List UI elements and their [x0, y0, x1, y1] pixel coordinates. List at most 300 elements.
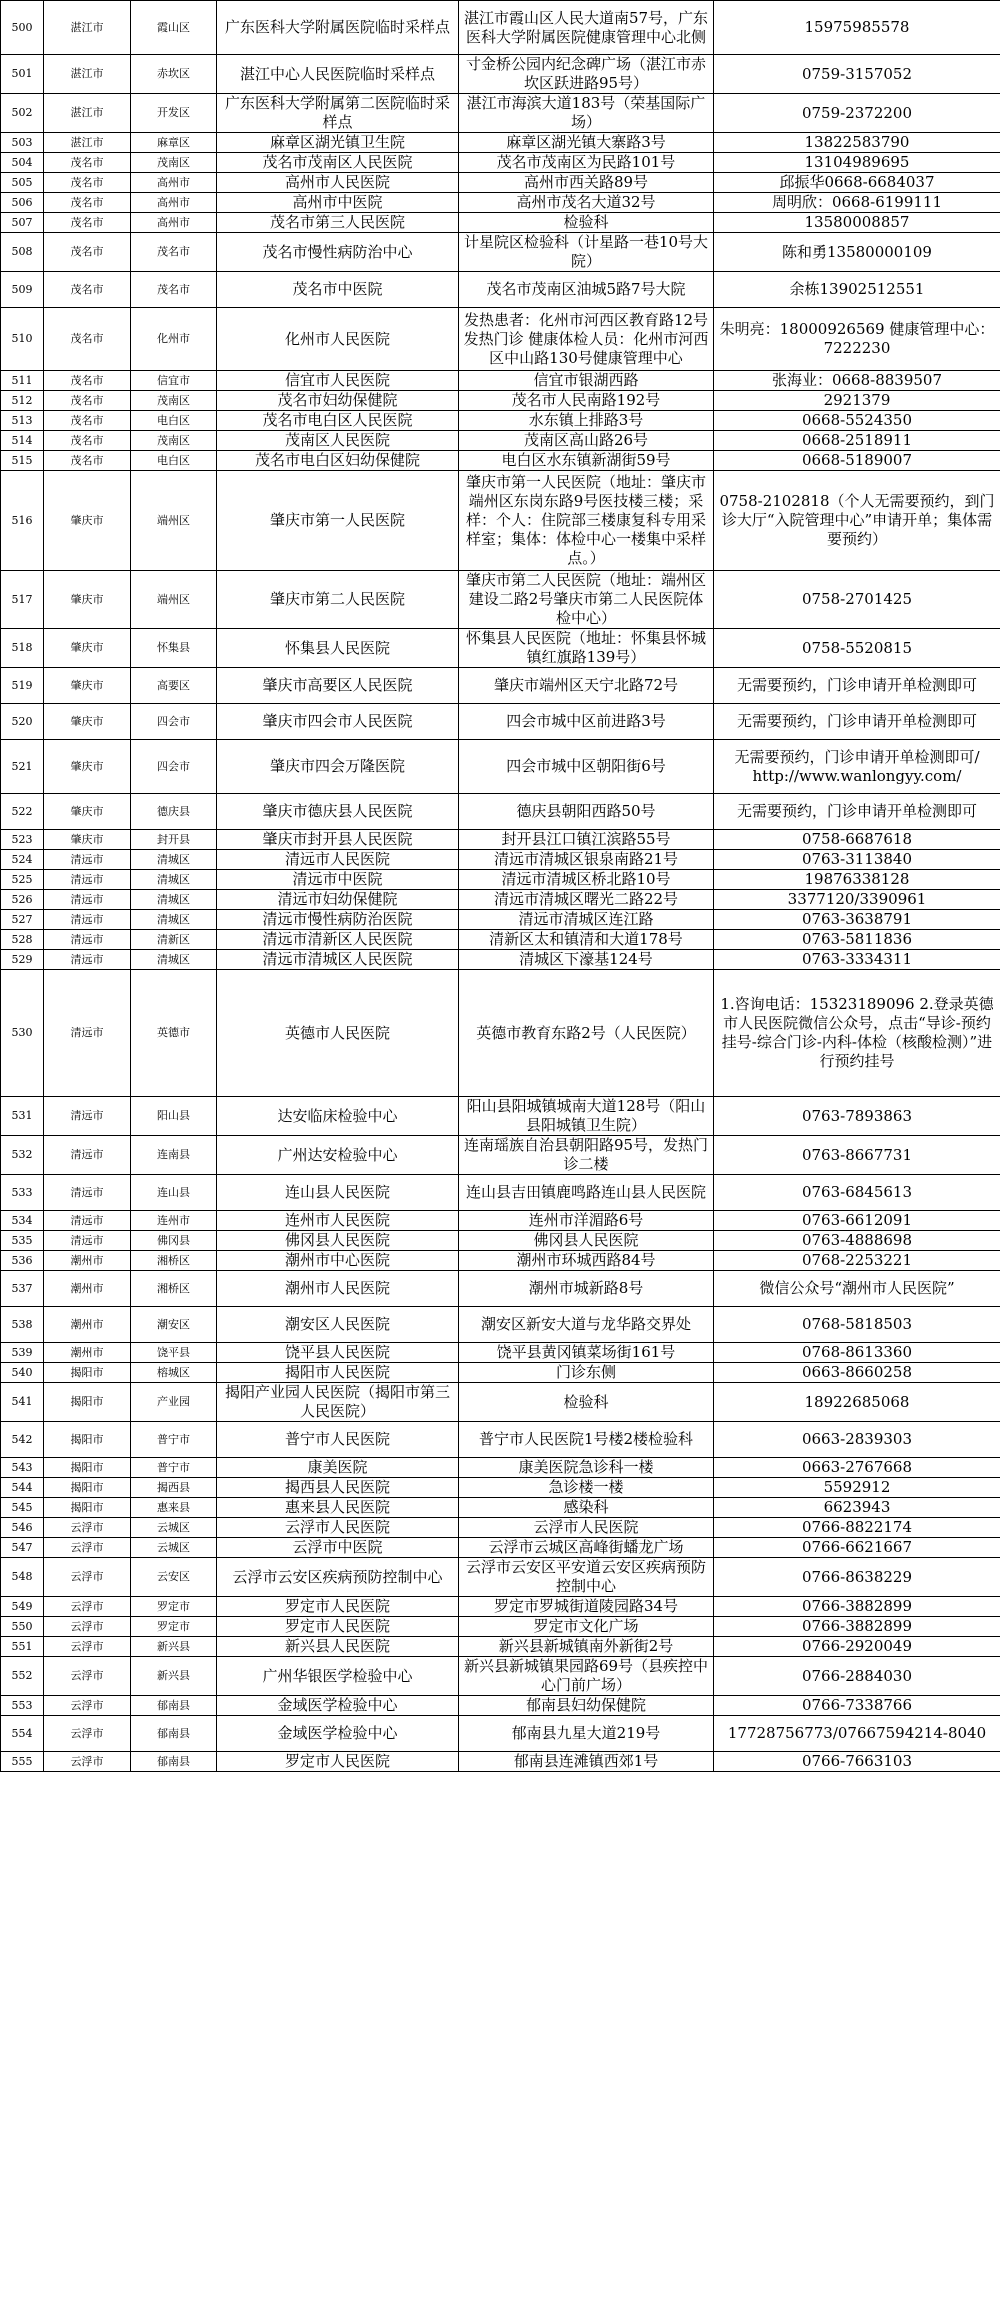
- table-row: [1, 870, 1000, 890]
- table-row: [1, 571, 1000, 629]
- cell-city: 揭阳市: [44, 1498, 131, 1518]
- cell-district: 郁南县: [131, 1696, 217, 1716]
- cell-number: 543: [1, 1458, 44, 1478]
- cell-district: 清城区: [131, 950, 217, 970]
- cell-district: 新兴县: [131, 1657, 217, 1696]
- cell-institution: 肇庆市四会万隆医院: [217, 740, 459, 794]
- cell-number: 550: [1, 1617, 44, 1637]
- cell-institution: 康美医院: [217, 1458, 459, 1478]
- table-row: [1, 133, 1000, 153]
- table-row: [1, 830, 1000, 850]
- cell-address: 连州市洋湄路6号: [459, 1211, 714, 1231]
- cell-district: 茂名市: [131, 233, 217, 272]
- cell-city: 潮州市: [44, 1271, 131, 1307]
- cell-address: 计星院区检验科（计星路一巷10号大院）: [459, 233, 714, 272]
- table-row: [1, 451, 1000, 471]
- cell-institution: 化州市人民医院: [217, 308, 459, 371]
- cell-number: 504: [1, 153, 44, 173]
- cell-number: 536: [1, 1251, 44, 1271]
- cell-number: 544: [1, 1478, 44, 1498]
- cell-number: 510: [1, 308, 44, 371]
- cell-institution: 肇庆市封开县人民医院: [217, 830, 459, 850]
- cell-district: 茂南区: [131, 431, 217, 451]
- cell-address: 连南瑶族自治县朝阳路95号，发热门诊二楼: [459, 1136, 714, 1175]
- cell-contact: 13104989695: [714, 153, 1000, 173]
- cell-address: 肇庆市第一人民医院（地址：肇庆市端州区东岗东路9号医技楼三楼；采样：个人：住院部三楼康复科专用采样室；集体：体检中心一楼集中采样点。）: [459, 471, 714, 571]
- cell-district: 四会市: [131, 704, 217, 740]
- cell-contact: 0766-8638229: [714, 1558, 1000, 1597]
- cell-institution: 肇庆市高要区人民医院: [217, 668, 459, 704]
- cell-number: 548: [1, 1558, 44, 1597]
- cell-district: 普宁市: [131, 1422, 217, 1458]
- cell-district: 云城区: [131, 1538, 217, 1558]
- cell-district: 罗定市: [131, 1597, 217, 1617]
- cell-number: 523: [1, 830, 44, 850]
- table-row: [1, 1307, 1000, 1343]
- cell-city: 清远市: [44, 970, 131, 1097]
- cell-contact: 0768-5818503: [714, 1307, 1000, 1343]
- cell-contact: 0759-2372200: [714, 94, 1000, 133]
- cell-number: 521: [1, 740, 44, 794]
- cell-contact: 0759-3157052: [714, 55, 1000, 94]
- cell-city: 肇庆市: [44, 629, 131, 668]
- cell-city: 云浮市: [44, 1558, 131, 1597]
- cell-contact: 3377120/3390961: [714, 890, 1000, 910]
- cell-address: 罗定市文化广场: [459, 1617, 714, 1637]
- cell-institution: 广州达安检验中心: [217, 1136, 459, 1175]
- cell-city: 清远市: [44, 1211, 131, 1231]
- cell-address: 潮州市环城西路84号: [459, 1251, 714, 1271]
- cell-city: 茂名市: [44, 391, 131, 411]
- table-row: [1, 1617, 1000, 1637]
- cell-number: 532: [1, 1136, 44, 1175]
- cell-address: 康美医院急诊科一楼: [459, 1458, 714, 1478]
- cell-address: 郁南县连滩镇西郊1号: [459, 1752, 714, 1772]
- cell-city: 肇庆市: [44, 830, 131, 850]
- table-row: [1, 213, 1000, 233]
- table-row: [1, 1175, 1000, 1211]
- cell-number: 549: [1, 1597, 44, 1617]
- cell-city: 肇庆市: [44, 571, 131, 629]
- cell-city: 云浮市: [44, 1518, 131, 1538]
- table-row: [1, 704, 1000, 740]
- table-row: [1, 1383, 1000, 1422]
- cell-address: 肇庆市端州区天宁北路72号: [459, 668, 714, 704]
- cell-contact: 余栋13902512551: [714, 272, 1000, 308]
- cell-number: 539: [1, 1343, 44, 1363]
- cell-number: 529: [1, 950, 44, 970]
- table-row: [1, 970, 1000, 1097]
- cell-contact: 1.咨询电话：15323189096 2.登录英德市人民医院微信公众号，点击“导诊-预约挂号-综合门诊-内科-体检（核酸检测）”进行预约挂号: [714, 970, 1000, 1097]
- cell-address: 郁南县妇幼保健院: [459, 1696, 714, 1716]
- cell-contact: 无需要预约，门诊申请开单检测即可: [714, 668, 1000, 704]
- cell-contact: 邱振华0668-6684037: [714, 173, 1000, 193]
- cell-contact: 13822583790: [714, 133, 1000, 153]
- cell-city: 云浮市: [44, 1637, 131, 1657]
- cell-city: 茂名市: [44, 371, 131, 391]
- cell-city: 云浮市: [44, 1538, 131, 1558]
- cell-address: 检验科: [459, 1383, 714, 1422]
- cell-number: 506: [1, 193, 44, 213]
- cell-city: 清远市: [44, 950, 131, 970]
- cell-contact: 张海业：0668-8839507: [714, 371, 1000, 391]
- cell-district: 连南县: [131, 1136, 217, 1175]
- cell-institution: 肇庆市四会市人民医院: [217, 704, 459, 740]
- table-row: [1, 1538, 1000, 1558]
- cell-address: 肇庆市第二人民医院（地址：端州区建设二路2号肇庆市第二人民医院体检中心）: [459, 571, 714, 629]
- cell-contact: 0668-2518911: [714, 431, 1000, 451]
- cell-contact: 19876338128: [714, 870, 1000, 890]
- cell-institution: 茂南区人民医院: [217, 431, 459, 451]
- cell-contact: 0763-6612091: [714, 1211, 1000, 1231]
- cell-institution: 云浮市中医院: [217, 1538, 459, 1558]
- cell-contact: 0768-2253221: [714, 1251, 1000, 1271]
- cell-institution: 罗定市人民医院: [217, 1617, 459, 1637]
- cell-institution: 茂名市电白区妇幼保健院: [217, 451, 459, 471]
- cell-district: 清新区: [131, 930, 217, 950]
- cell-contact: 0758-2701425: [714, 571, 1000, 629]
- cell-institution: 茂名市妇幼保健院: [217, 391, 459, 411]
- cell-address: 门诊东侧: [459, 1363, 714, 1383]
- cell-city: 云浮市: [44, 1617, 131, 1637]
- cell-district: 怀集县: [131, 629, 217, 668]
- cell-address: 茂名市茂南区为民路101号: [459, 153, 714, 173]
- cell-district: 阳山县: [131, 1097, 217, 1136]
- cell-number: 530: [1, 970, 44, 1097]
- table-row: [1, 173, 1000, 193]
- cell-district: 高州市: [131, 173, 217, 193]
- cell-district: 高州市: [131, 213, 217, 233]
- cell-address: 阳山县阳城镇城南大道128号（阳山县阳城镇卫生院）: [459, 1097, 714, 1136]
- cell-contact: 13580008857: [714, 213, 1000, 233]
- cell-contact: 0758-2102818（个人无需要预约，到门诊大厅“入院管理中心”申请开单；集体需要预约）: [714, 471, 1000, 571]
- cell-address: 云浮市云城区高峰街蟠龙广场: [459, 1538, 714, 1558]
- cell-city: 肇庆市: [44, 740, 131, 794]
- cell-district: 潮安区: [131, 1307, 217, 1343]
- cell-address: 潮州市城新路8号: [459, 1271, 714, 1307]
- table-row: [1, 1478, 1000, 1498]
- cell-institution: 茂名市茂南区人民医院: [217, 153, 459, 173]
- cell-institution: 潮州市人民医院: [217, 1271, 459, 1307]
- cell-address: 发热患者：化州市河西区教育路12号发热门诊 健康体检人员：化州市河西区中山路130号健康管理中心: [459, 308, 714, 371]
- cell-contact: 2921379: [714, 391, 1000, 411]
- cell-city: 云浮市: [44, 1696, 131, 1716]
- cell-address: 湛江市海滨大道183号（荣基国际广场）: [459, 94, 714, 133]
- table-row: [1, 1097, 1000, 1136]
- cell-institution: 广东医科大学附属第二医院临时采样点: [217, 94, 459, 133]
- cell-address: 茂名市人民南路192号: [459, 391, 714, 411]
- cell-city: 清远市: [44, 910, 131, 930]
- cell-institution: 高州市中医院: [217, 193, 459, 213]
- cell-contact: 0766-3882899: [714, 1617, 1000, 1637]
- cell-number: 524: [1, 850, 44, 870]
- cell-district: 开发区: [131, 94, 217, 133]
- cell-contact: 0763-8667731: [714, 1136, 1000, 1175]
- cell-address: 怀集县人民医院（地址：怀集县怀城镇红旗路139号）: [459, 629, 714, 668]
- cell-institution: 潮州市中心医院: [217, 1251, 459, 1271]
- cell-number: 511: [1, 371, 44, 391]
- cell-number: 512: [1, 391, 44, 411]
- cell-district: 连山县: [131, 1175, 217, 1211]
- cell-address: 云浮市云安区平安道云安区疾病预防控制中心: [459, 1558, 714, 1597]
- cell-address: 新兴县新城镇果园路69号（县疾控中心门前广场）: [459, 1657, 714, 1696]
- cell-institution: 潮安区人民医院: [217, 1307, 459, 1343]
- cell-city: 清远市: [44, 890, 131, 910]
- cell-address: 茂名市茂南区油城5路7号大院: [459, 272, 714, 308]
- cell-district: 产业园: [131, 1383, 217, 1422]
- cell-institution: 新兴县人民医院: [217, 1637, 459, 1657]
- cell-institution: 金域医学检验中心: [217, 1696, 459, 1716]
- cell-district: 清城区: [131, 910, 217, 930]
- cell-address: 检验科: [459, 213, 714, 233]
- cell-contact: 0763-3638791: [714, 910, 1000, 930]
- cell-institution: 茂名市第三人民医院: [217, 213, 459, 233]
- cell-city: 云浮市: [44, 1657, 131, 1696]
- cell-district: 清城区: [131, 870, 217, 890]
- cell-number: 551: [1, 1637, 44, 1657]
- table-row: [1, 1752, 1000, 1772]
- cell-institution: 茂名市慢性病防治中心: [217, 233, 459, 272]
- cell-address: 连山县吉田镇鹿鸣路连山县人民医院: [459, 1175, 714, 1211]
- cell-contact: 0668-5189007: [714, 451, 1000, 471]
- cell-number: 508: [1, 233, 44, 272]
- table-row: [1, 431, 1000, 451]
- cell-institution: 清远市清新区人民医院: [217, 930, 459, 950]
- cell-address: 清远市清城区银泉南路21号: [459, 850, 714, 870]
- cell-number: 554: [1, 1716, 44, 1752]
- cell-number: 526: [1, 890, 44, 910]
- table-row: [1, 94, 1000, 133]
- cell-contact: 5592912: [714, 1478, 1000, 1498]
- cell-number: 518: [1, 629, 44, 668]
- table-row: [1, 153, 1000, 173]
- cell-institution: 怀集县人民医院: [217, 629, 459, 668]
- cell-contact: 0663-2767668: [714, 1458, 1000, 1478]
- cell-city: 潮州市: [44, 1343, 131, 1363]
- cell-city: 云浮市: [44, 1752, 131, 1772]
- cell-district: 麻章区: [131, 133, 217, 153]
- cell-contact: 0766-3882899: [714, 1597, 1000, 1617]
- cell-address: 清城区下濠基124号: [459, 950, 714, 970]
- cell-number: 545: [1, 1498, 44, 1518]
- cell-district: 高州市: [131, 193, 217, 213]
- cell-institution: 清远市妇幼保健院: [217, 890, 459, 910]
- cell-address: 急诊楼一楼: [459, 1478, 714, 1498]
- cell-city: 潮州市: [44, 1307, 131, 1343]
- cell-city: 肇庆市: [44, 794, 131, 830]
- table-row: [1, 950, 1000, 970]
- cell-institution: 云浮市人民医院: [217, 1518, 459, 1538]
- table-row: [1, 1422, 1000, 1458]
- cell-address: 信宜市银湖西路: [459, 371, 714, 391]
- cell-district: 佛冈县: [131, 1231, 217, 1251]
- cell-address: 潮安区新安大道与龙华路交界处: [459, 1307, 714, 1343]
- cell-institution: 连山县人民医院: [217, 1175, 459, 1211]
- cell-institution: 信宜市人民医院: [217, 371, 459, 391]
- cell-contact: 微信公众号“潮州市人民医院”: [714, 1271, 1000, 1307]
- cell-number: 540: [1, 1363, 44, 1383]
- cell-address: 四会市城中区前进路3号: [459, 704, 714, 740]
- cell-city: 茂名市: [44, 233, 131, 272]
- cell-city: 清远市: [44, 1136, 131, 1175]
- cell-number: 519: [1, 668, 44, 704]
- cell-number: 527: [1, 910, 44, 930]
- table-row: [1, 371, 1000, 391]
- cell-number: 522: [1, 794, 44, 830]
- cell-district: 惠来县: [131, 1498, 217, 1518]
- table-row: [1, 233, 1000, 272]
- cell-city: 湛江市: [44, 55, 131, 94]
- cell-city: 云浮市: [44, 1716, 131, 1752]
- table-row: [1, 1696, 1000, 1716]
- cell-address: 新兴县新城镇南外新街2号: [459, 1637, 714, 1657]
- table-row: [1, 1518, 1000, 1538]
- cell-city: 揭阳市: [44, 1363, 131, 1383]
- cell-district: 茂名市: [131, 272, 217, 308]
- cell-contact: 无需要预约，门诊申请开单检测即可/ http://www.wanlongyy.com/: [714, 740, 1000, 794]
- cell-district: 电白区: [131, 451, 217, 471]
- cell-city: 湛江市: [44, 133, 131, 153]
- cell-district: 郁南县: [131, 1752, 217, 1772]
- cell-number: 516: [1, 471, 44, 571]
- cell-number: 553: [1, 1696, 44, 1716]
- table-row: [1, 308, 1000, 371]
- cell-contact: 无需要预约，门诊申请开单检测即可: [714, 704, 1000, 740]
- cell-number: 546: [1, 1518, 44, 1538]
- cell-address: 寸金桥公园内纪念碑广场（湛江市赤坎区跃进路95号）: [459, 55, 714, 94]
- cell-contact: 0763-5811836: [714, 930, 1000, 950]
- cell-address: 封开县江口镇江滨路55号: [459, 830, 714, 850]
- cell-district: 英德市: [131, 970, 217, 1097]
- cell-number: 505: [1, 173, 44, 193]
- cell-city: 湛江市: [44, 1, 131, 55]
- cell-address: 清远市清城区连江路: [459, 910, 714, 930]
- table-row: [1, 411, 1000, 431]
- cell-contact: 0766-7663103: [714, 1752, 1000, 1772]
- cell-institution: 肇庆市第二人民医院: [217, 571, 459, 629]
- cell-city: 茂名市: [44, 153, 131, 173]
- table-body: [1, 1, 1000, 1772]
- cell-contact: 0763-4888698: [714, 1231, 1000, 1251]
- cell-district: 信宜市: [131, 371, 217, 391]
- cell-number: 517: [1, 571, 44, 629]
- cell-number: 528: [1, 930, 44, 950]
- cell-city: 清远市: [44, 930, 131, 950]
- cell-institution: 揭阳产业园人民医院（揭阳市第三人民医院）: [217, 1383, 459, 1422]
- cell-contact: 0766-7338766: [714, 1696, 1000, 1716]
- cell-district: 郁南县: [131, 1716, 217, 1752]
- cell-address: 感染科: [459, 1498, 714, 1518]
- cell-institution: 饶平县人民医院: [217, 1343, 459, 1363]
- cell-district: 高要区: [131, 668, 217, 704]
- cell-institution: 广东医科大学附属医院临时采样点: [217, 1, 459, 55]
- cell-district: 清城区: [131, 850, 217, 870]
- cell-institution: 英德市人民医院: [217, 970, 459, 1097]
- cell-contact: 0663-8660258: [714, 1363, 1000, 1383]
- cell-address: 饶平县黄冈镇菜场街161号: [459, 1343, 714, 1363]
- cell-district: 德庆县: [131, 794, 217, 830]
- cell-address: 高州市西关路89号: [459, 173, 714, 193]
- cell-city: 清远市: [44, 850, 131, 870]
- cell-address: 德庆县朝阳西路50号: [459, 794, 714, 830]
- cell-number: 503: [1, 133, 44, 153]
- cell-contact: 0766-2884030: [714, 1657, 1000, 1696]
- cell-contact: 陈和勇13580000109: [714, 233, 1000, 272]
- cell-institution: 肇庆市第一人民医院: [217, 471, 459, 571]
- cell-contact: 0766-6621667: [714, 1538, 1000, 1558]
- cell-number: 533: [1, 1175, 44, 1211]
- cell-city: 清远市: [44, 870, 131, 890]
- table-row: [1, 1716, 1000, 1752]
- cell-institution: 佛冈县人民医院: [217, 1231, 459, 1251]
- cell-city: 清远市: [44, 1175, 131, 1211]
- cell-number: 520: [1, 704, 44, 740]
- cell-address: 水东镇上排路3号: [459, 411, 714, 431]
- cell-district: 茂南区: [131, 391, 217, 411]
- cell-district: 端州区: [131, 471, 217, 571]
- cell-institution: 广州华银医学检验中心: [217, 1657, 459, 1696]
- cell-number: 509: [1, 272, 44, 308]
- cell-city: 揭阳市: [44, 1422, 131, 1458]
- table-row: [1, 1, 1000, 55]
- cell-number: 537: [1, 1271, 44, 1307]
- cell-district: 封开县: [131, 830, 217, 850]
- cell-district: 普宁市: [131, 1458, 217, 1478]
- cell-number: 541: [1, 1383, 44, 1422]
- cell-institution: 达安临床检验中心: [217, 1097, 459, 1136]
- cell-address: 茂南区高山路26号: [459, 431, 714, 451]
- cell-number: 507: [1, 213, 44, 233]
- table-row: [1, 55, 1000, 94]
- cell-contact: 0763-7893863: [714, 1097, 1000, 1136]
- cell-district: 新兴县: [131, 1637, 217, 1657]
- table-row: [1, 890, 1000, 910]
- cell-contact: 0768-8613360: [714, 1343, 1000, 1363]
- cell-city: 清远市: [44, 1231, 131, 1251]
- cell-city: 湛江市: [44, 94, 131, 133]
- cell-city: 肇庆市: [44, 471, 131, 571]
- cell-city: 茂名市: [44, 213, 131, 233]
- cell-city: 云浮市: [44, 1597, 131, 1617]
- cell-institution: 湛江中心人民医院临时采样点: [217, 55, 459, 94]
- cell-contact: 18922685068: [714, 1383, 1000, 1422]
- cell-address: 高州市茂名大道32号: [459, 193, 714, 213]
- cell-institution: 惠来县人民医院: [217, 1498, 459, 1518]
- table-row: [1, 794, 1000, 830]
- cell-number: 534: [1, 1211, 44, 1231]
- cell-city: 茂名市: [44, 411, 131, 431]
- cell-city: 揭阳市: [44, 1458, 131, 1478]
- cell-institution: 揭阳市人民医院: [217, 1363, 459, 1383]
- cell-institution: 清远市中医院: [217, 870, 459, 890]
- cell-contact: 无需要预约，门诊申请开单检测即可: [714, 794, 1000, 830]
- cell-number: 500: [1, 1, 44, 55]
- cell-city: 清远市: [44, 1097, 131, 1136]
- cell-number: 501: [1, 55, 44, 94]
- cell-institution: 清远市人民医院: [217, 850, 459, 870]
- table-row: [1, 1498, 1000, 1518]
- cell-city: 肇庆市: [44, 704, 131, 740]
- cell-institution: 揭西县人民医院: [217, 1478, 459, 1498]
- cell-institution: 清远市慢性病防治医院: [217, 910, 459, 930]
- cell-address: 清远市清城区桥北路10号: [459, 870, 714, 890]
- table-row: [1, 1558, 1000, 1597]
- cell-address: 普宁市人民医院1号楼2楼检验科: [459, 1422, 714, 1458]
- cell-address: 湛江市霞山区人民大道南57号，广东医科大学附属医院健康管理中心北侧: [459, 1, 714, 55]
- table-row: [1, 910, 1000, 930]
- cell-address: 云浮市人民医院: [459, 1518, 714, 1538]
- cell-district: 清城区: [131, 890, 217, 910]
